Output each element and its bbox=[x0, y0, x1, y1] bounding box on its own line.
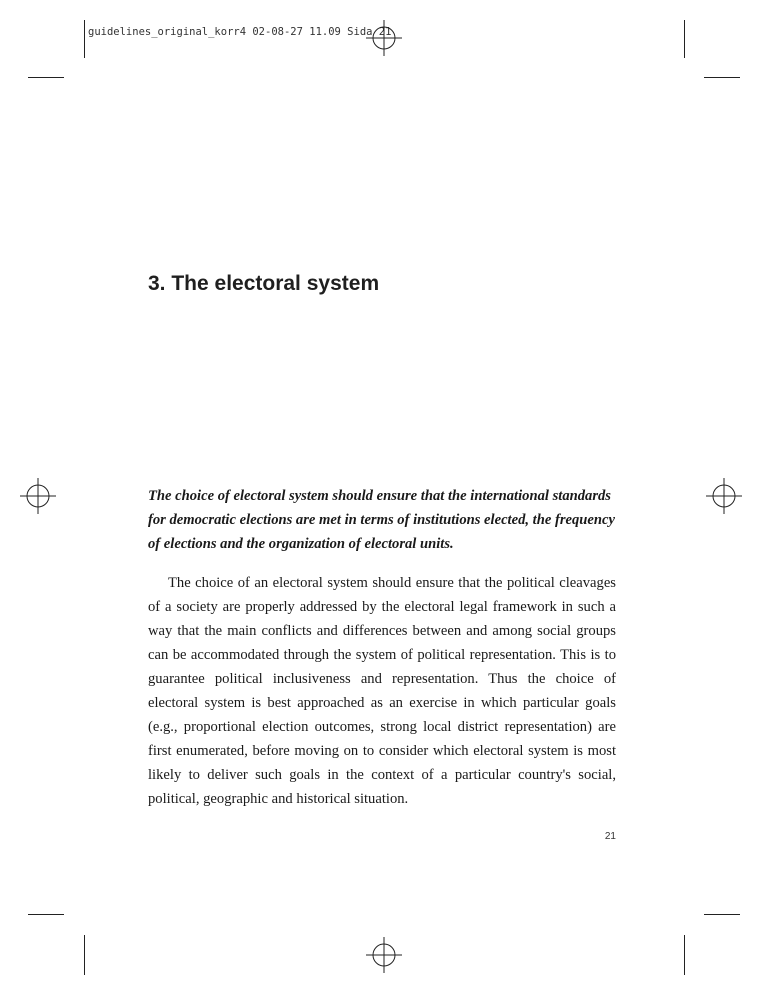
lead-paragraph: The choice of electoral system should ensure that the international standards for democratic elections are met in terms of institutions elected, the frequency of elections and the organization of electoral units. bbox=[148, 488, 615, 552]
crop-mark bbox=[84, 20, 85, 58]
chapter-title: 3. The electoral system bbox=[148, 272, 380, 295]
crop-mark bbox=[28, 77, 64, 78]
crop-mark bbox=[704, 77, 740, 78]
printer-slug-line: guidelines_original_korr4 02-08-27 11.09 Sida 21 bbox=[88, 26, 392, 38]
crop-mark bbox=[684, 20, 685, 58]
crop-mark bbox=[28, 914, 64, 915]
registration-mark-icon bbox=[704, 476, 744, 516]
body-paragraph: The choice of an electoral system should ensure that the political cleavages of a society are properly addressed by the electoral legal framework in such a way that the main conflicts and differences between and among social groups can be accommodated through the system of political representation. This is to guarantee political inclusiveness and representation. Thus the choice of electoral system is best approached as an exercise in which particular goals (e.g., proportional election outcomes, strong local district representation) are first enumerated, before moving on to consider which electoral system is most likely to deliver such goals in the context of a particular country's social, political, geographic and historical situation. bbox=[148, 575, 616, 807]
crop-mark bbox=[84, 935, 85, 975]
registration-mark-icon bbox=[364, 18, 404, 58]
page-number: 21 bbox=[604, 831, 616, 842]
registration-mark-icon bbox=[18, 476, 58, 516]
crop-mark bbox=[704, 914, 740, 915]
registration-mark-icon bbox=[364, 935, 404, 975]
crop-mark bbox=[684, 935, 685, 975]
